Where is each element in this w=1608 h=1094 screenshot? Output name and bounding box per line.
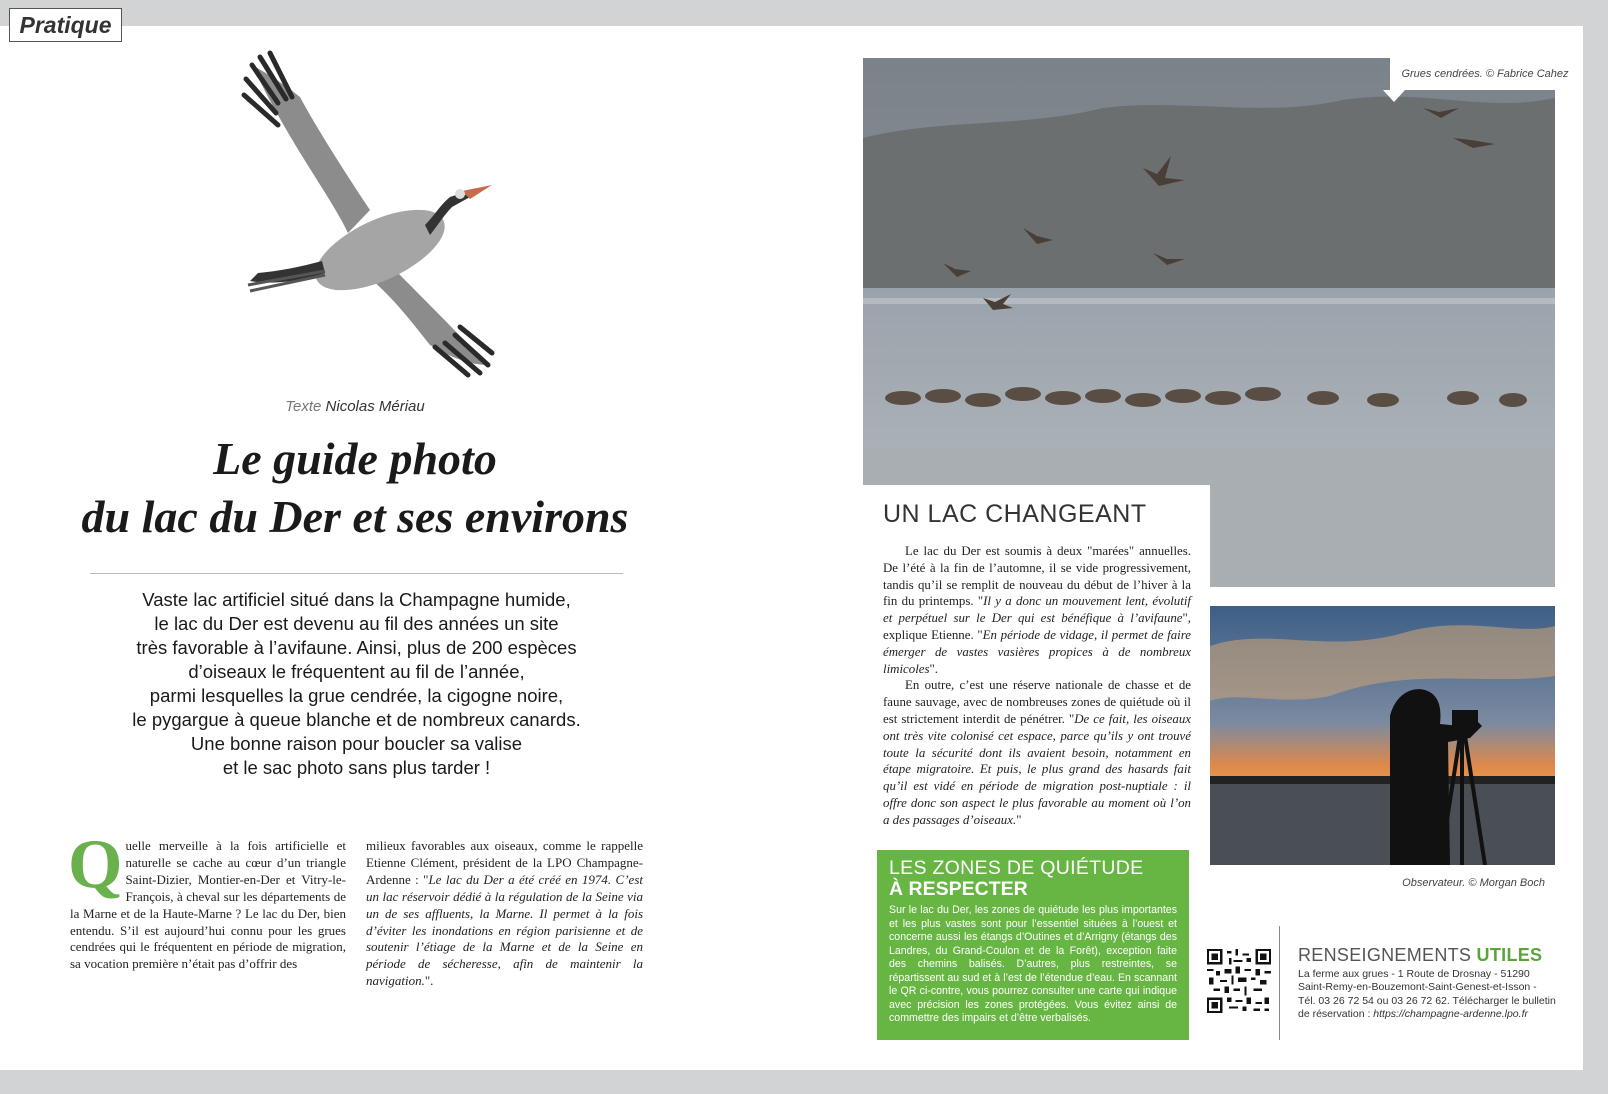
body-column-1 [68, 826, 346, 973]
website-link[interactable]: https://champagne-ardenne.lpo.fr [1373, 1008, 1528, 1021]
quote-text: De ce fait, les oiseaux ont très vite colonisé cet espace, parce qu’ils y ont trouvé toute la sécurité dont ils avaient besoin, notamment en étape migratoire. Et puis, le plus grand des hasards fait qu’il est vidé en période de migration post-nuptiale : il offre donc son aspect le plus favorable au moment où l’on a des passages d’oiseaux. [883, 711, 1191, 827]
info-title [1298, 944, 1556, 966]
info-line [1298, 1008, 1556, 1021]
info-line: La ferme aux grues - 1 Route de Drosnay - 51290 [1298, 968, 1530, 980]
info-title-a: RENSEIGNEMENTS [1298, 945, 1472, 965]
crane-illustration [230, 45, 530, 385]
lead-line: d’oiseaux le fréquentent au fil de l’année, [188, 661, 525, 682]
lead-line: Vaste lac artificiel situé dans la Champagne humide, [142, 589, 571, 610]
quote-text: En période de vidage, il permet de faire émerger de vastes vasières propices à de nombreux limicoles [883, 627, 1191, 676]
body-text: ". [424, 973, 434, 989]
info-text: de réservation : [1298, 1008, 1374, 1021]
info-line: Saint-Remy-en-Bouzemont-Saint-Genest-et-Isson - [1298, 981, 1537, 994]
body-text: " [1016, 812, 1022, 827]
title-line-2: du lac du Der et ses environs [81, 491, 629, 542]
article-title [30, 430, 680, 546]
section-heading: UN LAC CHANGEANT [883, 500, 1147, 528]
body-text: ", explique Etienne. " [883, 611, 1191, 642]
info-line: Tél. 03 26 72 54 ou 03 26 72 62. Télécharger le bulletin [1298, 994, 1556, 1007]
author-credit [230, 398, 480, 415]
box-title-line-2: À RESPECTER [889, 878, 1028, 900]
body-text: milieux favorables aux oiseaux, comme le rappelle Etienne Clément, président de la LPO Champagne-Ardenne : " [366, 838, 643, 887]
lead-line: parmi lesquelles la grue cendrée, la cigogne noire, [149, 685, 564, 706]
qr-code[interactable] [1207, 949, 1271, 1013]
title-divider [90, 573, 623, 574]
body-text: En outre, c’est une réserve nationale de chasse et de faune sauvage, avec de nombreuses zones de quiétude où il est strictement interdit de pénétrer. " [883, 678, 1191, 726]
lead-line: et le sac photo sans plus tarder ! [222, 757, 491, 778]
drop-cap: Q [68, 826, 123, 903]
lead-line: le pygargue à queue blanche et de nombreux canards. [132, 709, 581, 730]
box-title-line-1: LES ZONES DE QUIÉTUDE [889, 857, 1144, 879]
quote-text: Il y a donc un mouvement lent, évolutif et perpétuel sur le Der qui est bénéfique à l’avifaune [883, 594, 1191, 626]
useful-info [1298, 944, 1556, 1022]
body-text: uelle merveille à la fois artificielle et naturelle se cache au cœur d’un triangle Saint-Dizier, Montier-en-Der et Vitry-le-François, à cheval sur les départements de la Marne et de la Haute-Marne ? Le lac du Der, bien entendu. S’il est aujourd’hui connu pour les grues cendrées qui le fréquentent en période de migration, sa vocation première n’était pas d’offrir des [70, 838, 346, 972]
info-body [1298, 968, 1556, 1022]
info-box-quiet-zones [877, 850, 1189, 1040]
author-prefix: Texte [285, 398, 322, 415]
section-tag: Pratique [9, 8, 122, 42]
caption-pointer [1383, 90, 1405, 102]
divider [1279, 926, 1280, 1040]
lead-line: Une bonne raison pour boucler sa valise [190, 733, 523, 754]
observer-photo [1210, 606, 1555, 865]
lead-line: le lac du Der est devenu au fil des années un site [154, 613, 559, 634]
photo-caption: Grues cendrées. © Fabrice Cahez [1390, 58, 1580, 90]
paragraph [883, 677, 1191, 828]
lead-line: très favorable à l’avifaune. Ainsi, plus de 200 espèces [136, 637, 577, 658]
box-text: Sur le lac du Der, les zones de quiétude les plus importantes et les plus vastes sont pour l’essentiel situées à l’ouest et concerne aussi les étangs d’Outines et d’Arrigny (étangs des Landres, du Grand-Coulon et de la Forêt), exception faite des chemins balisés. D’autres, plus restreintes, se répartissent au sud et à l’est de l’étendue d’eau. En scannant le QR ci-contre, vous pourrez consulter une carte qui indique avec précision les zones protégées. Vous évitez ainsi de commettre des impairs et d’être verbalisés. [889, 904, 1177, 1024]
body-column-3 [883, 543, 1191, 829]
title-line-1: Le guide photo [213, 433, 497, 484]
author-name: Nicolas Mériau [325, 398, 425, 415]
lead-paragraph [85, 588, 628, 780]
quote-text: Le lac du Der a été créé en 1974. C’est un lac réservoir dédié à la régulation de la Seine via un de ses affluents, la Marne. Il permet à la fois d’éviter les inondations en région parisienne et de soutenir l’étiage de la Marne et de la Seine en période de sécheresse, afin de maintenir la navigation. [366, 871, 643, 989]
info-title-b: UTILES [1476, 945, 1543, 965]
paragraph [883, 543, 1191, 677]
body-text: ". [929, 661, 939, 676]
body-text: Le lac du Der est soumis à deux "marées" annuelles. De l’été à la fin de l’automne, il se vide progressivement, tandis qu’il se remplit de nouveau du début de l’hiver à la fin du printemps. " [883, 544, 1191, 609]
photo-caption: Observateur. © Morgan Boch [1402, 877, 1545, 889]
body-column-2 [366, 838, 643, 990]
